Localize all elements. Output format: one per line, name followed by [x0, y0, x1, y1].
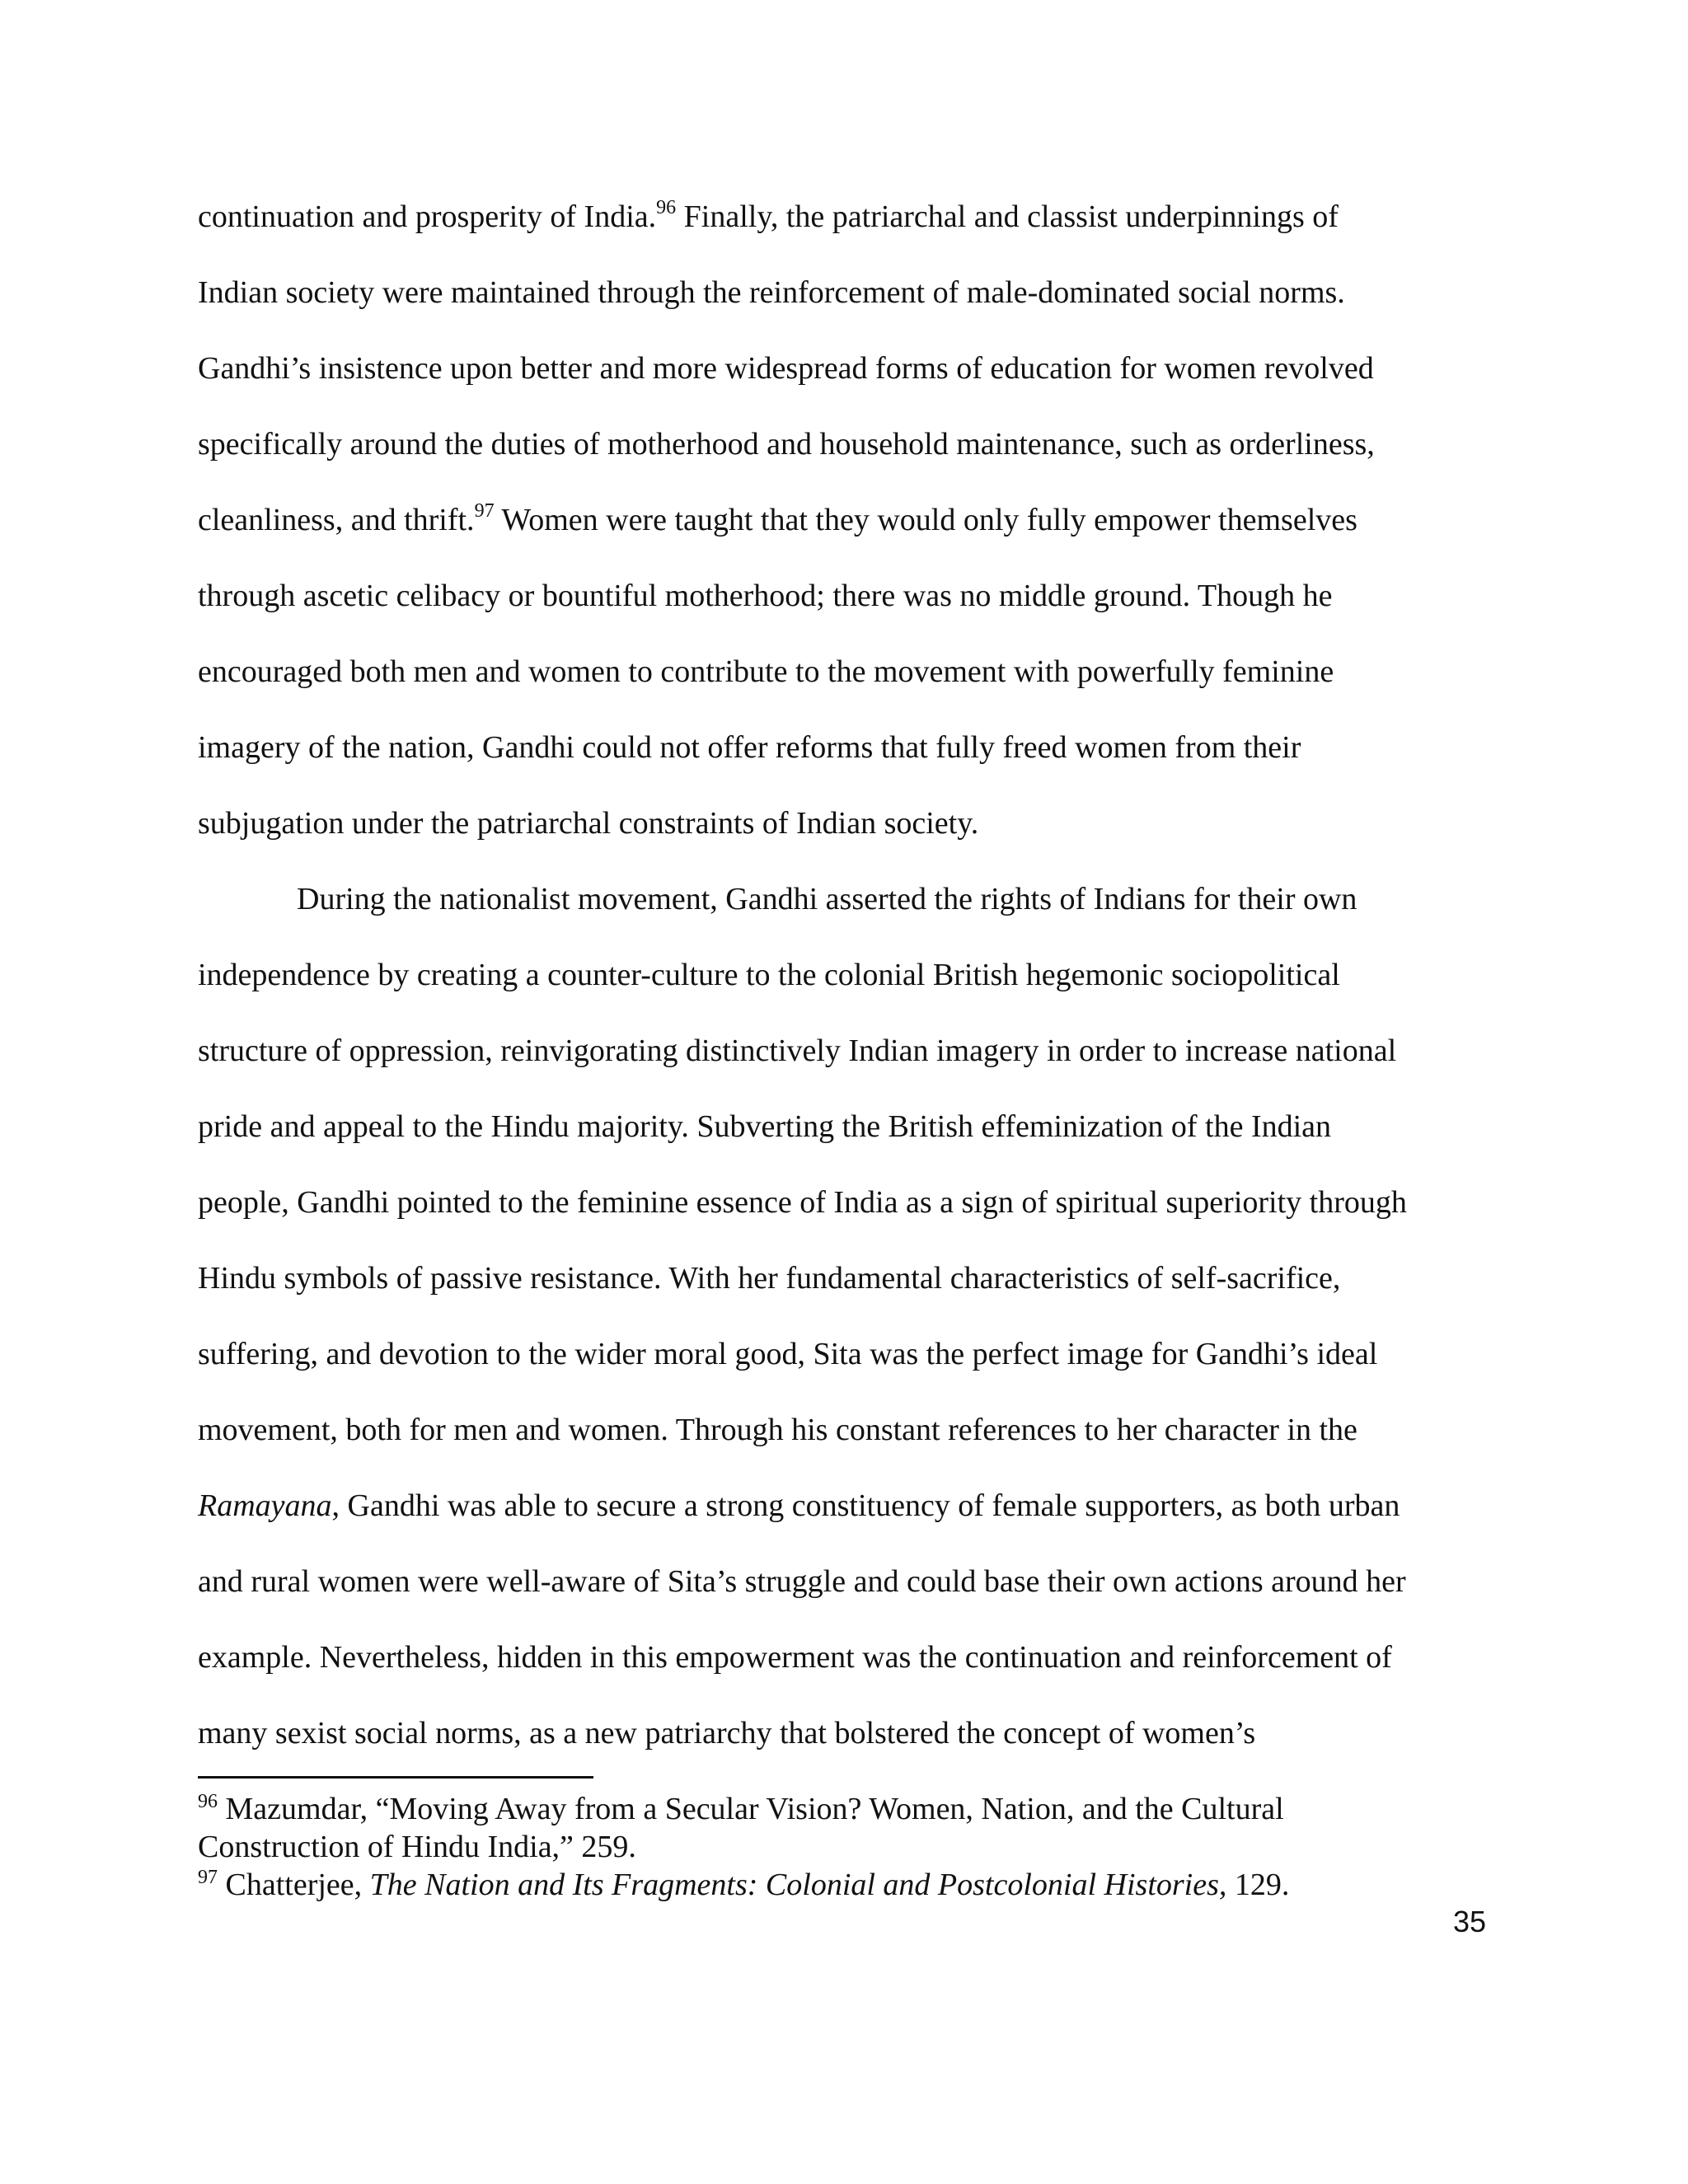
text-line: cleanliness, and thrift.$^{97}$ Women were taught that they would only fully empower themselves	[198, 500, 1357, 537]
text-line: subjugation under the patriarchal constraints of Indian society.	[198, 806, 979, 841]
text-line: people, Gandhi pointed to the feminine essence of India as a sign of spiritual superiority through	[198, 1185, 1407, 1220]
body-text	[198, 188, 1484, 1780]
text-line: many sexist social norms, as a new patriarchy that bolstered the concept of women’s	[198, 1716, 1256, 1750]
footnote-number: 97	[198, 1867, 218, 1888]
paragraph-start-line: During the nationalist movement, Gandhi asserted the rights of Indians for their own	[297, 882, 1357, 916]
text-line: specifically around the duties of motherhood and household maintenance, such as orderliness,	[198, 427, 1375, 462]
footnote-ref-97[interactable]: 97	[474, 500, 495, 522]
text-line: imagery of the nation, Gandhi could not offer reforms that fully freed women from their	[198, 730, 1301, 765]
text-line: encouraged both men and women to contribute to the movement with powerfully feminine	[198, 654, 1334, 689]
italic-title: The Nation and Its Fragments: Colonial and Postcolonial Histories,	[369, 1868, 1227, 1902]
text-line: structure of oppression, reinvigorating distinctively Indian imagery in order to increase national	[198, 1033, 1397, 1068]
text-line: Hindu symbols of passive resistance. With her fundamental characteristics of self-sacrifice,	[198, 1261, 1341, 1296]
footnote-divider	[198, 1776, 593, 1779]
italic-title: Ramayana	[198, 1488, 332, 1523]
footnotes	[198, 1790, 1500, 1904]
footnote-97: $^{97}$ Chatterjee, The Nation and Its Fragments: Colonial and Postcolonial Histories, 129.	[198, 1867, 1290, 1902]
text-line: Ramayana, Gandhi was able to secure a strong constituency of female supporters, as both urban	[198, 1488, 1400, 1523]
text-line: through ascetic celibacy or bountiful motherhood; there was no middle ground. Though he	[198, 579, 1333, 613]
text-line: Gandhi’s insistence upon better and more widespread forms of education for women revolved	[198, 351, 1374, 386]
text-line: movement, both for men and women. Through his constant references to her character in the	[198, 1413, 1357, 1447]
footnote-ref-96[interactable]: 96	[656, 197, 677, 218]
text-line: Indian society were maintained through the reinforcement of male-dominated social norms.	[198, 275, 1345, 310]
text-line: suffering, and devotion to the wider moral good, Sita was the perfect image for Gandhi’s ideal	[198, 1337, 1378, 1371]
text-line: and rural women were well-aware of Sita’s struggle and could base their own actions around her	[198, 1564, 1406, 1599]
footnote-number: 96	[198, 1791, 218, 1812]
footnote-96: $^{96}$ Mazumdar, “Moving Away from a Secular Vision? Women, Nation, and the Cultural Construction of Hindu India,” 259.	[198, 1791, 1284, 1864]
text-line: pride and appeal to the Hindu majority. Subverting the British effeminization of the Indian	[198, 1109, 1332, 1144]
text-line: example. Nevertheless, hidden in this empowerment was the continuation and reinforcement of	[198, 1640, 1392, 1675]
text-line: independence by creating a counter-culture to the colonial British hegemonic sociopolitical	[198, 958, 1340, 992]
page-number: 35	[1452, 1905, 1486, 1938]
text-line: continuation and prosperity of India.$^{96}$ Finally, the patriarchal and classist underpinnings of	[198, 197, 1339, 234]
